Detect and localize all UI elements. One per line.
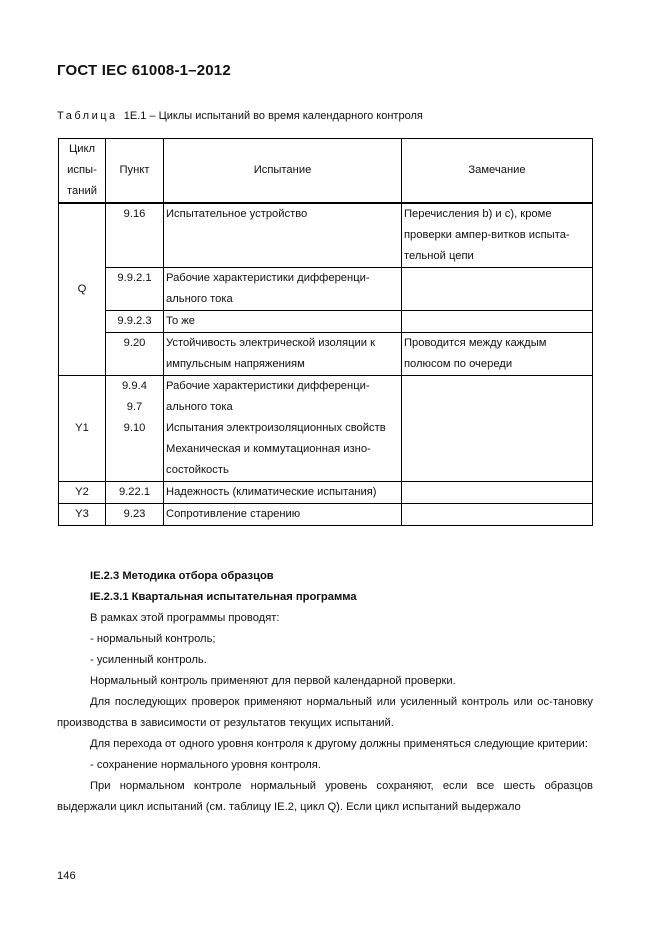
body-text — [57, 566, 593, 818]
note-cell — [402, 311, 593, 333]
test-cell: Сопротивление старению — [164, 504, 402, 526]
note-cell — [402, 504, 593, 526]
header-cycle: Цикл испы- таний — [59, 139, 106, 204]
point-cell: 9.9.4 9.7 9.10 — [106, 376, 164, 482]
point-cell: 9.22.1 — [106, 482, 164, 504]
test-cell: То же — [164, 311, 402, 333]
list-item: - сохранение нормального уровня контроля. — [90, 759, 321, 771]
cycle-cell: Y3 — [59, 504, 106, 526]
table-row — [59, 203, 593, 268]
paragraph: При нормальном контроле нормальный уровень сохраняют, если все шесть образцов выдержали цикл испытаний (см. таблицу IE.2, цикл Q). Если цикл испытаний выдержало — [57, 780, 593, 813]
table-row — [59, 504, 593, 526]
note-cell — [402, 482, 593, 504]
point-cell: 9.9.2.1 — [106, 268, 164, 311]
header-point: Пункт — [106, 139, 164, 204]
caption-text: 1Е.1 – Циклы испытаний во время календарного контроля — [117, 110, 423, 122]
caption-word: Таблица — [57, 110, 118, 122]
header-note: Замечание — [402, 139, 593, 204]
cycle-cell: Y1 — [59, 376, 106, 482]
test-cycles-table — [58, 138, 593, 526]
header-test: Испытание — [164, 139, 402, 204]
cycle-cell: Y2 — [59, 482, 106, 504]
document-header: ГОСТ IEC 61008-1–2012 — [57, 62, 231, 79]
test-cell: Испытательное устройство — [164, 203, 402, 268]
table-header-row — [59, 139, 593, 204]
paragraph: Нормальный контроль применяют для первой календарной проверки. — [90, 675, 456, 687]
table-row — [59, 311, 593, 333]
table-row — [59, 333, 593, 376]
list-item: - усиленный контроль. — [90, 654, 207, 666]
table-row — [59, 268, 593, 311]
table-row — [59, 482, 593, 504]
point-cell: 9.16 — [106, 203, 164, 268]
paragraph: Для последующих проверок применяют нормальный или усиленный контроль или ос-тановку производства в зависимости от результатов текущих испытаний. — [57, 696, 593, 729]
point-cell: 9.20 — [106, 333, 164, 376]
list-item: - нормальный контроль; — [90, 633, 216, 645]
paragraph: Для перехода от одного уровня контроля к другому должны применяться следующие критерии: — [90, 738, 588, 750]
test-cell: Надежность (климатические испытания) — [164, 482, 402, 504]
table-caption — [57, 110, 423, 122]
note-cell: Перечисления b) и c), кроме проверки ампер-витков испыта-тельной цепи — [402, 203, 593, 268]
section-heading: IE.2.3 Методика отбора образцов — [90, 570, 274, 582]
point-cell: 9.23 — [106, 504, 164, 526]
test-cell: Рабочие характеристики дифференци-ального тока — [164, 268, 402, 311]
point-cell: 9.9.2.3 — [106, 311, 164, 333]
paragraph: В рамках этой программы проводят: — [90, 612, 280, 624]
page-number: 146 — [57, 870, 76, 882]
cycle-cell: Q — [59, 203, 106, 376]
note-cell — [402, 268, 593, 311]
note-cell — [402, 376, 593, 482]
subsection-heading: IE.2.3.1 Квартальная испытательная программа — [90, 591, 357, 603]
table-row — [59, 376, 593, 482]
note-cell: Проводится между каждым полюсом по очереди — [402, 333, 593, 376]
test-cell: Устойчивость электрической изоляции к импульсным напряжениям — [164, 333, 402, 376]
test-cell: Рабочие характеристики дифференци-ального тока Испытания электроизоляционных свойств Механическая и коммутационная изно-состойкость — [164, 376, 402, 482]
